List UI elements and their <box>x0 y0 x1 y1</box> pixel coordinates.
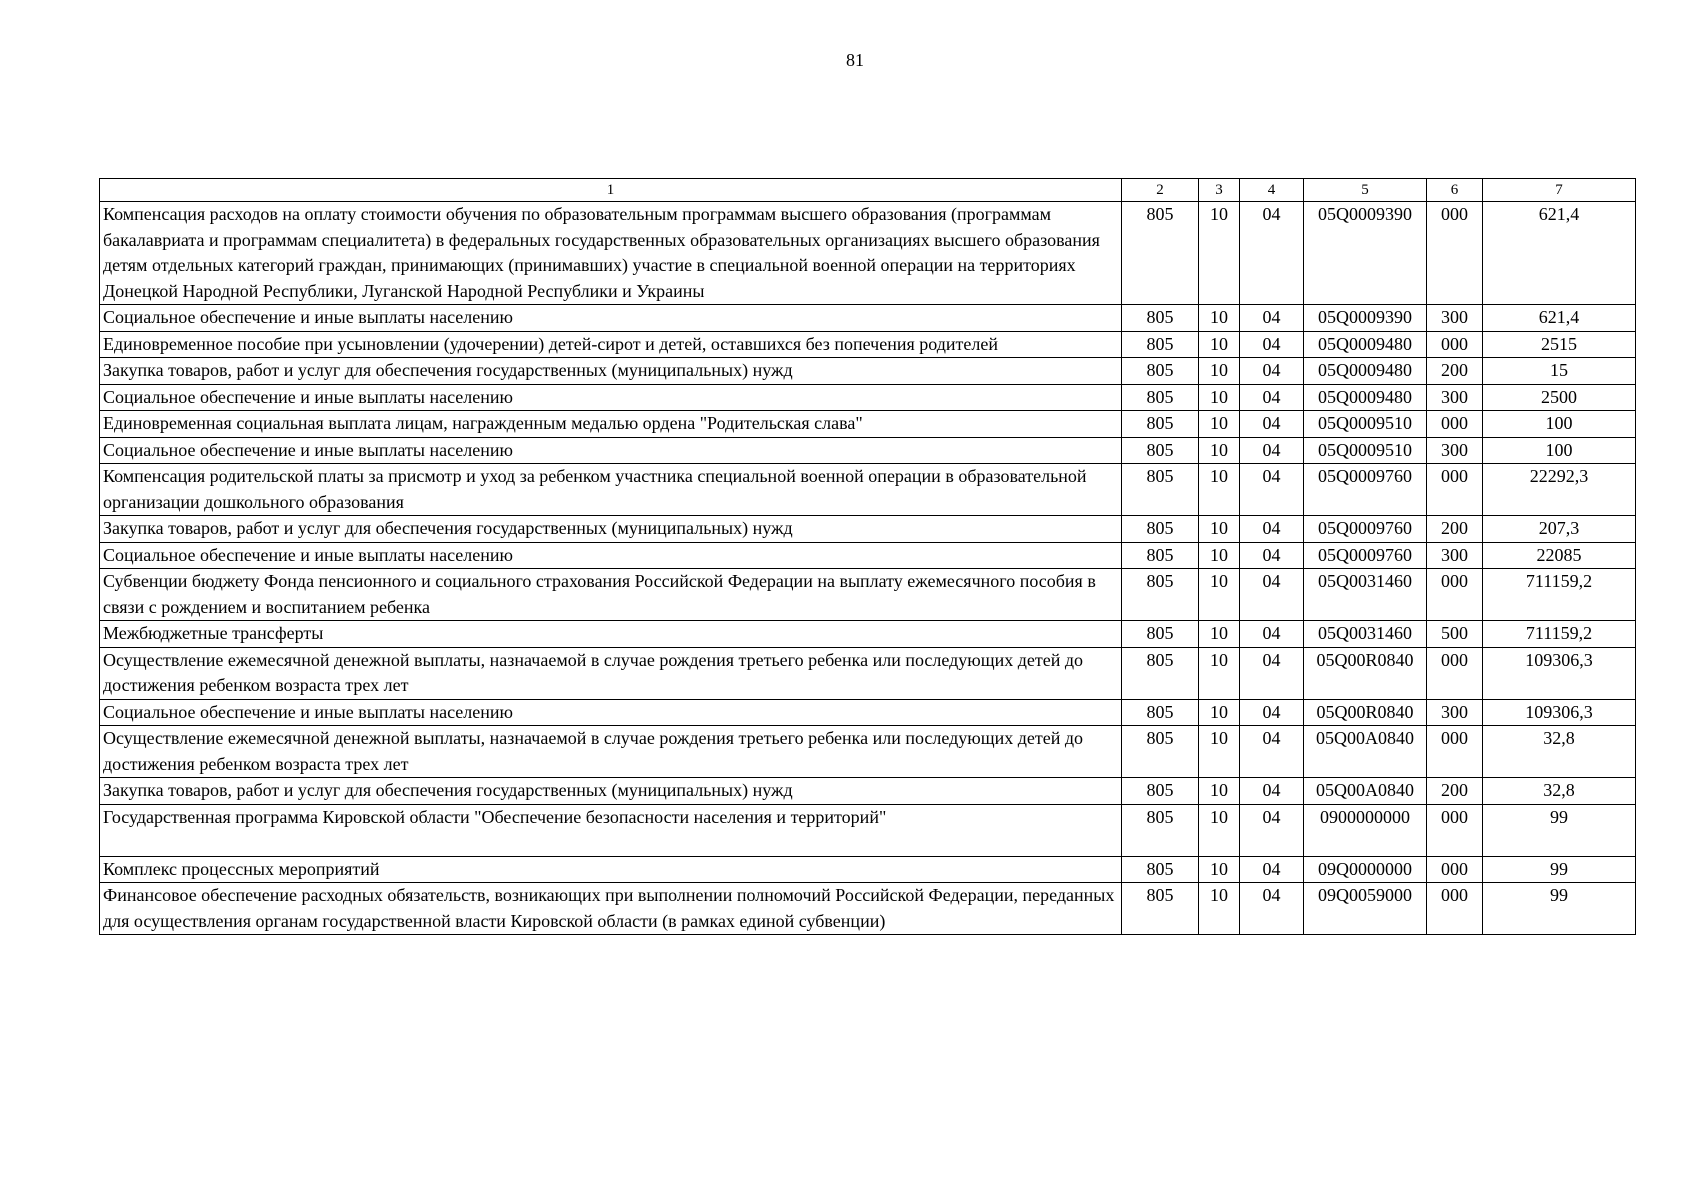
ministry-code: 805 <box>1122 647 1199 699</box>
amount: 32,8 <box>1483 726 1636 778</box>
column-header-5: 5 <box>1304 179 1427 202</box>
target-article-code: 09Q0059000 <box>1304 883 1427 935</box>
subsection-code: 04 <box>1240 464 1304 516</box>
subsection-code: 04 <box>1240 542 1304 569</box>
row-name: Компенсация родительской платы за присмотр и уход за ребенком участника специальной военной операции в образовательной организации дошкольного образования <box>100 464 1122 516</box>
row-name: Закупка товаров, работ и услуг для обеспечения государственных (муниципальных) нужд <box>100 778 1122 805</box>
ministry-code: 805 <box>1122 358 1199 385</box>
table-row <box>100 621 1636 648</box>
column-header-1: 1 <box>100 179 1122 202</box>
expense-type-code: 000 <box>1427 411 1483 438</box>
target-article-code: 05Q0009510 <box>1304 437 1427 464</box>
ministry-code: 805 <box>1122 699 1199 726</box>
expense-type-code: 000 <box>1427 804 1483 856</box>
row-name: Социальное обеспечение и иные выплаты населению <box>100 305 1122 332</box>
column-header-6: 6 <box>1427 179 1483 202</box>
column-header-7: 7 <box>1483 179 1636 202</box>
section-code: 10 <box>1199 516 1240 543</box>
subsection-code: 04 <box>1240 305 1304 332</box>
subsection-code: 04 <box>1240 699 1304 726</box>
subsection-code: 04 <box>1240 411 1304 438</box>
target-article-code: 05Q0009760 <box>1304 542 1427 569</box>
table-row <box>100 331 1636 358</box>
ministry-code: 805 <box>1122 621 1199 648</box>
amount: 100 <box>1483 437 1636 464</box>
subsection-code: 04 <box>1240 647 1304 699</box>
target-article-code: 05Q0031460 <box>1304 621 1427 648</box>
section-code: 10 <box>1199 699 1240 726</box>
expense-type-code: 000 <box>1427 726 1483 778</box>
target-article-code: 05Q00R0840 <box>1304 647 1427 699</box>
subsection-code: 04 <box>1240 202 1304 305</box>
target-article-code: 05Q00R0840 <box>1304 699 1427 726</box>
ministry-code: 805 <box>1122 778 1199 805</box>
expense-type-code: 000 <box>1427 647 1483 699</box>
ministry-code: 805 <box>1122 883 1199 935</box>
ministry-code: 805 <box>1122 542 1199 569</box>
expense-type-code: 200 <box>1427 778 1483 805</box>
header-row <box>100 179 1636 202</box>
amount: 621,4 <box>1483 305 1636 332</box>
amount: 621,4 <box>1483 202 1636 305</box>
amount: 99 <box>1483 856 1636 883</box>
target-article-code: 05Q0009390 <box>1304 305 1427 332</box>
target-article-code: 05Q0009510 <box>1304 411 1427 438</box>
subsection-code: 04 <box>1240 778 1304 805</box>
section-code: 10 <box>1199 726 1240 778</box>
section-code: 10 <box>1199 202 1240 305</box>
target-article-code: 05Q0009480 <box>1304 358 1427 385</box>
expense-type-code: 300 <box>1427 699 1483 726</box>
expense-type-code: 000 <box>1427 202 1483 305</box>
table-row <box>100 569 1636 621</box>
expense-type-code: 000 <box>1427 464 1483 516</box>
table-row <box>100 464 1636 516</box>
ministry-code: 805 <box>1122 437 1199 464</box>
ministry-code: 805 <box>1122 516 1199 543</box>
column-header-4: 4 <box>1240 179 1304 202</box>
section-code: 10 <box>1199 305 1240 332</box>
table-row <box>100 883 1636 935</box>
expense-type-code: 500 <box>1427 621 1483 648</box>
amount: 99 <box>1483 804 1636 856</box>
row-name: Межбюджетные трансферты <box>100 621 1122 648</box>
table-row <box>100 305 1636 332</box>
section-code: 10 <box>1199 883 1240 935</box>
row-name: Закупка товаров, работ и услуг для обеспечения государственных (муниципальных) нужд <box>100 516 1122 543</box>
row-name: Единовременная социальная выплата лицам, награжденным медалью ордена "Родительская слава" <box>100 411 1122 438</box>
subsection-code: 04 <box>1240 437 1304 464</box>
expense-type-code: 200 <box>1427 358 1483 385</box>
ministry-code: 805 <box>1122 856 1199 883</box>
section-code: 10 <box>1199 856 1240 883</box>
section-code: 10 <box>1199 331 1240 358</box>
target-article-code: 05Q0031460 <box>1304 569 1427 621</box>
page-number: 81 <box>846 50 864 70</box>
subsection-code: 04 <box>1240 804 1304 856</box>
table-row <box>100 516 1636 543</box>
target-article-code: 05Q0009760 <box>1304 464 1427 516</box>
amount: 207,3 <box>1483 516 1636 543</box>
table-row <box>100 726 1636 778</box>
expense-type-code: 000 <box>1427 569 1483 621</box>
ministry-code: 805 <box>1122 384 1199 411</box>
expense-type-code: 300 <box>1427 542 1483 569</box>
section-code: 10 <box>1199 569 1240 621</box>
subsection-code: 04 <box>1240 516 1304 543</box>
expense-type-code: 000 <box>1427 331 1483 358</box>
section-code: 10 <box>1199 621 1240 648</box>
section-code: 10 <box>1199 542 1240 569</box>
amount: 2515 <box>1483 331 1636 358</box>
table-body <box>100 202 1636 935</box>
target-article-code: 05Q0009480 <box>1304 331 1427 358</box>
row-name: Социальное обеспечение и иные выплаты населению <box>100 699 1122 726</box>
table-row <box>100 778 1636 805</box>
amount: 2500 <box>1483 384 1636 411</box>
ministry-code: 805 <box>1122 202 1199 305</box>
subsection-code: 04 <box>1240 384 1304 411</box>
ministry-code: 805 <box>1122 411 1199 438</box>
expense-type-code: 000 <box>1427 883 1483 935</box>
table-row <box>100 856 1636 883</box>
section-code: 10 <box>1199 464 1240 516</box>
expense-type-code: 300 <box>1427 305 1483 332</box>
target-article-code: 05Q0009760 <box>1304 516 1427 543</box>
table-row <box>100 542 1636 569</box>
target-article-code: 05Q0009480 <box>1304 384 1427 411</box>
target-article-code: 05Q00A0840 <box>1304 778 1427 805</box>
amount: 32,8 <box>1483 778 1636 805</box>
target-article-code: 0900000000 <box>1304 804 1427 856</box>
target-article-code: 05Q00A0840 <box>1304 726 1427 778</box>
section-code: 10 <box>1199 778 1240 805</box>
row-name: Субвенции бюджету Фонда пенсионного и социального страхования Российской Федерации на выплату ежемесячного пособия в связи с рождением и воспитанием ребенка <box>100 569 1122 621</box>
table-row <box>100 411 1636 438</box>
section-code: 10 <box>1199 358 1240 385</box>
row-name: Комплекс процессных мероприятий <box>100 856 1122 883</box>
ministry-code: 805 <box>1122 464 1199 516</box>
amount: 99 <box>1483 883 1636 935</box>
section-code: 10 <box>1199 647 1240 699</box>
section-code: 10 <box>1199 437 1240 464</box>
amount: 22292,3 <box>1483 464 1636 516</box>
amount: 109306,3 <box>1483 647 1636 699</box>
subsection-code: 04 <box>1240 726 1304 778</box>
target-article-code: 05Q0009390 <box>1304 202 1427 305</box>
subsection-code: 04 <box>1240 621 1304 648</box>
ministry-code: 805 <box>1122 726 1199 778</box>
row-name: Государственная программа Кировской области "Обеспечение безопасности населения и территорий" <box>100 804 1122 856</box>
row-name: Социальное обеспечение и иные выплаты населению <box>100 437 1122 464</box>
section-code: 10 <box>1199 411 1240 438</box>
row-name: Социальное обеспечение и иные выплаты населению <box>100 542 1122 569</box>
expense-type-code: 300 <box>1427 437 1483 464</box>
row-name: Единовременное пособие при усыновлении (удочерении) детей-сирот и детей, оставшихся без попечения родителей <box>100 331 1122 358</box>
ministry-code: 805 <box>1122 804 1199 856</box>
amount: 711159,2 <box>1483 621 1636 648</box>
row-name: Закупка товаров, работ и услуг для обеспечения государственных (муниципальных) нужд <box>100 358 1122 385</box>
table-row <box>100 384 1636 411</box>
ministry-code: 805 <box>1122 569 1199 621</box>
expense-type-code: 000 <box>1427 856 1483 883</box>
subsection-code: 04 <box>1240 358 1304 385</box>
row-name: Социальное обеспечение и иные выплаты населению <box>100 384 1122 411</box>
table-header <box>100 179 1636 202</box>
amount: 15 <box>1483 358 1636 385</box>
row-name: Компенсация расходов на оплату стоимости обучения по образовательным программам высшего образования (программам бакалавриата и программам специалитета) в федеральных государственных образовательных организациях высшего образования детям отдельных категорий граждан, принимающих (принимавших) участие в специальной военной операции на территориях Донецкой Народной Республики, Луганской Народной Республики и Украины <box>100 202 1122 305</box>
table-row <box>100 358 1636 385</box>
table-row <box>100 699 1636 726</box>
subsection-code: 04 <box>1240 331 1304 358</box>
subsection-code: 04 <box>1240 883 1304 935</box>
table-row <box>100 202 1636 305</box>
column-header-3: 3 <box>1199 179 1240 202</box>
ministry-code: 805 <box>1122 331 1199 358</box>
table-row <box>100 647 1636 699</box>
amount: 22085 <box>1483 542 1636 569</box>
section-code: 10 <box>1199 384 1240 411</box>
amount: 100 <box>1483 411 1636 438</box>
ministry-code: 805 <box>1122 305 1199 332</box>
table-row <box>100 437 1636 464</box>
table-row <box>100 804 1636 856</box>
column-header-2: 2 <box>1122 179 1199 202</box>
row-name: Финансовое обеспечение расходных обязательств, возникающих при выполнении полномочий Российской Федерации, переданных для осуществления органам государственной власти Кировской области (в рамках единой субвенции) <box>100 883 1122 935</box>
budget-table <box>99 178 1636 935</box>
subsection-code: 04 <box>1240 856 1304 883</box>
section-code: 10 <box>1199 804 1240 856</box>
expense-type-code: 300 <box>1427 384 1483 411</box>
expense-type-code: 200 <box>1427 516 1483 543</box>
row-name: Осуществление ежемесячной денежной выплаты, назначаемой в случае рождения третьего ребенка или последующих детей до достижения ребенком возраста трех лет <box>100 647 1122 699</box>
target-article-code: 09Q0000000 <box>1304 856 1427 883</box>
amount: 711159,2 <box>1483 569 1636 621</box>
amount: 109306,3 <box>1483 699 1636 726</box>
subsection-code: 04 <box>1240 569 1304 621</box>
row-name: Осуществление ежемесячной денежной выплаты, назначаемой в случае рождения третьего ребенка или последующих детей до достижения ребенком возраста трех лет <box>100 726 1122 778</box>
